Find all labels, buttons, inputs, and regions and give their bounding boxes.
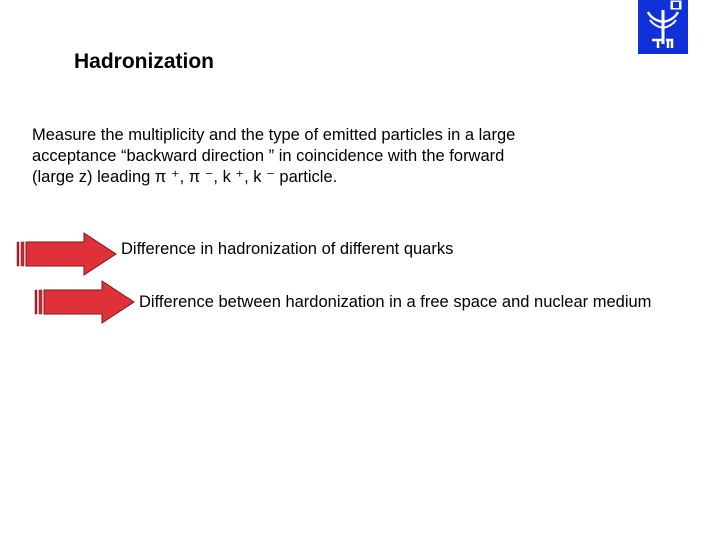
bullet-text: Difference between hardonization in a free space and nuclear medium (139, 293, 652, 311)
university-emblem-icon (638, 0, 688, 54)
arrow-right-icon (16, 232, 118, 276)
bullet-text: Difference in hadronization of different quarks (121, 240, 454, 258)
body-line: acceptance “backward direction ” in coincidence with the forward (32, 147, 505, 165)
body-line: Measure the multiplicity and the type of emitted particles in a large (32, 126, 516, 144)
slide-title: Hadronization (74, 50, 214, 73)
arrow-right-icon (34, 280, 136, 324)
body-line: (large z) leading π ⁺, π ⁻, k ⁺, k ⁻ particle. (32, 168, 338, 186)
body-paragraph (32, 125, 592, 188)
